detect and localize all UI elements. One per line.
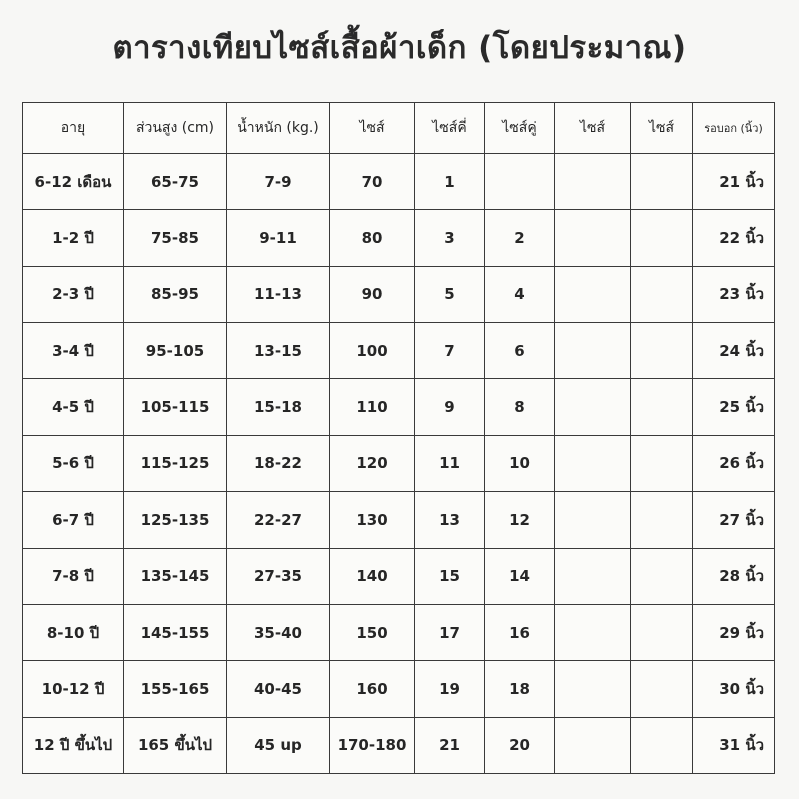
cell-odd-size: 1 [415, 154, 485, 210]
cell-even-size: 20 [485, 717, 555, 773]
cell-size-extra-2 [631, 604, 693, 660]
cell-height: 135-145 [124, 548, 227, 604]
cell-even-size [485, 154, 555, 210]
cell-even-size: 14 [485, 548, 555, 604]
cell-weight: 18-22 [227, 435, 330, 491]
cell-even-size: 2 [485, 210, 555, 266]
table-row [23, 323, 775, 379]
cell-size: 80 [330, 210, 415, 266]
cell-size: 150 [330, 604, 415, 660]
cell-size-extra-2 [631, 379, 693, 435]
cell-even-size: 10 [485, 435, 555, 491]
cell-weight: 7-9 [227, 154, 330, 210]
cell-chest: 30 นิ้ว [693, 661, 775, 717]
cell-weight: 9-11 [227, 210, 330, 266]
table-row [23, 548, 775, 604]
cell-size-extra-1 [555, 266, 631, 322]
cell-size-extra-1 [555, 717, 631, 773]
table-row [23, 379, 775, 435]
cell-age: 6-7 ปี [23, 492, 124, 548]
cell-odd-size: 21 [415, 717, 485, 773]
table-row [23, 266, 775, 322]
cell-size-extra-1 [555, 323, 631, 379]
table-row [23, 210, 775, 266]
cell-size-extra-1 [555, 435, 631, 491]
cell-age: 5-6 ปี [23, 435, 124, 491]
cell-size: 70 [330, 154, 415, 210]
header-chest: รอบอก (นิ้ว) [693, 103, 775, 154]
cell-age: 12 ปี ขึ้นไป [23, 717, 124, 773]
cell-age: 6-12 เดือน [23, 154, 124, 210]
cell-height: 85-95 [124, 266, 227, 322]
cell-size: 120 [330, 435, 415, 491]
cell-height: 75-85 [124, 210, 227, 266]
header-size-extra-1: ไซส์ [555, 103, 631, 154]
cell-size-extra-1 [555, 210, 631, 266]
table-row [23, 435, 775, 491]
header-size: ไซส์ [330, 103, 415, 154]
cell-height: 165 ขึ้นไป [124, 717, 227, 773]
cell-chest: 27 นิ้ว [693, 492, 775, 548]
header-height: ส่วนสูง (cm) [124, 103, 227, 154]
cell-size: 140 [330, 548, 415, 604]
cell-weight: 15-18 [227, 379, 330, 435]
cell-even-size: 18 [485, 661, 555, 717]
size-chart-table [22, 102, 775, 774]
cell-size-extra-1 [555, 154, 631, 210]
cell-even-size: 4 [485, 266, 555, 322]
table-row [23, 661, 775, 717]
cell-odd-size: 13 [415, 492, 485, 548]
cell-weight: 40-45 [227, 661, 330, 717]
cell-even-size: 12 [485, 492, 555, 548]
cell-odd-size: 9 [415, 379, 485, 435]
cell-height: 125-135 [124, 492, 227, 548]
cell-age: 10-12 ปี [23, 661, 124, 717]
cell-odd-size: 15 [415, 548, 485, 604]
cell-size-extra-2 [631, 323, 693, 379]
cell-age: 1-2 ปี [23, 210, 124, 266]
cell-odd-size: 11 [415, 435, 485, 491]
cell-chest: 22 นิ้ว [693, 210, 775, 266]
cell-height: 145-155 [124, 604, 227, 660]
cell-weight: 13-15 [227, 323, 330, 379]
cell-chest: 25 นิ้ว [693, 379, 775, 435]
cell-even-size: 6 [485, 323, 555, 379]
cell-size: 110 [330, 379, 415, 435]
cell-weight: 35-40 [227, 604, 330, 660]
table-row [23, 604, 775, 660]
table-body [23, 154, 775, 774]
cell-height: 95-105 [124, 323, 227, 379]
cell-size-extra-1 [555, 379, 631, 435]
header-even-size: ไซส์คู่ [485, 103, 555, 154]
cell-chest: 29 นิ้ว [693, 604, 775, 660]
cell-size-extra-2 [631, 435, 693, 491]
cell-size-extra-1 [555, 548, 631, 604]
cell-age: 3-4 ปี [23, 323, 124, 379]
cell-size-extra-1 [555, 661, 631, 717]
header-age: อายุ [23, 103, 124, 154]
cell-size-extra-1 [555, 492, 631, 548]
cell-odd-size: 19 [415, 661, 485, 717]
cell-height: 105-115 [124, 379, 227, 435]
cell-chest: 23 นิ้ว [693, 266, 775, 322]
cell-size: 160 [330, 661, 415, 717]
cell-age: 2-3 ปี [23, 266, 124, 322]
cell-age: 8-10 ปี [23, 604, 124, 660]
cell-size: 130 [330, 492, 415, 548]
cell-size-extra-2 [631, 661, 693, 717]
cell-weight: 11-13 [227, 266, 330, 322]
cell-size: 170-180 [330, 717, 415, 773]
cell-chest: 26 นิ้ว [693, 435, 775, 491]
cell-chest: 28 นิ้ว [693, 548, 775, 604]
cell-odd-size: 3 [415, 210, 485, 266]
cell-height: 65-75 [124, 154, 227, 210]
cell-weight: 22-27 [227, 492, 330, 548]
cell-size-extra-2 [631, 717, 693, 773]
cell-odd-size: 5 [415, 266, 485, 322]
header-row [23, 103, 775, 154]
cell-odd-size: 17 [415, 604, 485, 660]
cell-age: 7-8 ปี [23, 548, 124, 604]
header-odd-size: ไซส์คี่ [415, 103, 485, 154]
cell-weight: 27-35 [227, 548, 330, 604]
cell-odd-size: 7 [415, 323, 485, 379]
cell-even-size: 8 [485, 379, 555, 435]
cell-chest: 21 นิ้ว [693, 154, 775, 210]
cell-weight: 45 up [227, 717, 330, 773]
cell-size-extra-2 [631, 266, 693, 322]
cell-size: 100 [330, 323, 415, 379]
cell-size-extra-2 [631, 492, 693, 548]
cell-size-extra-2 [631, 154, 693, 210]
cell-chest: 24 นิ้ว [693, 323, 775, 379]
cell-even-size: 16 [485, 604, 555, 660]
cell-size-extra-2 [631, 548, 693, 604]
cell-size-extra-1 [555, 604, 631, 660]
cell-size: 90 [330, 266, 415, 322]
cell-height: 115-125 [124, 435, 227, 491]
table-row [23, 154, 775, 210]
page-title: ตารางเทียบไซส์เสื้อผ้าเด็ก (โดยประมาณ) [112, 30, 687, 66]
cell-chest: 31 นิ้ว [693, 717, 775, 773]
cell-size-extra-2 [631, 210, 693, 266]
cell-height: 155-165 [124, 661, 227, 717]
header-weight: น้ำหนัก (kg.) [227, 103, 330, 154]
cell-age: 4-5 ปี [23, 379, 124, 435]
table-row [23, 492, 775, 548]
header-size-extra-2: ไซส์ [631, 103, 693, 154]
table-row [23, 717, 775, 773]
